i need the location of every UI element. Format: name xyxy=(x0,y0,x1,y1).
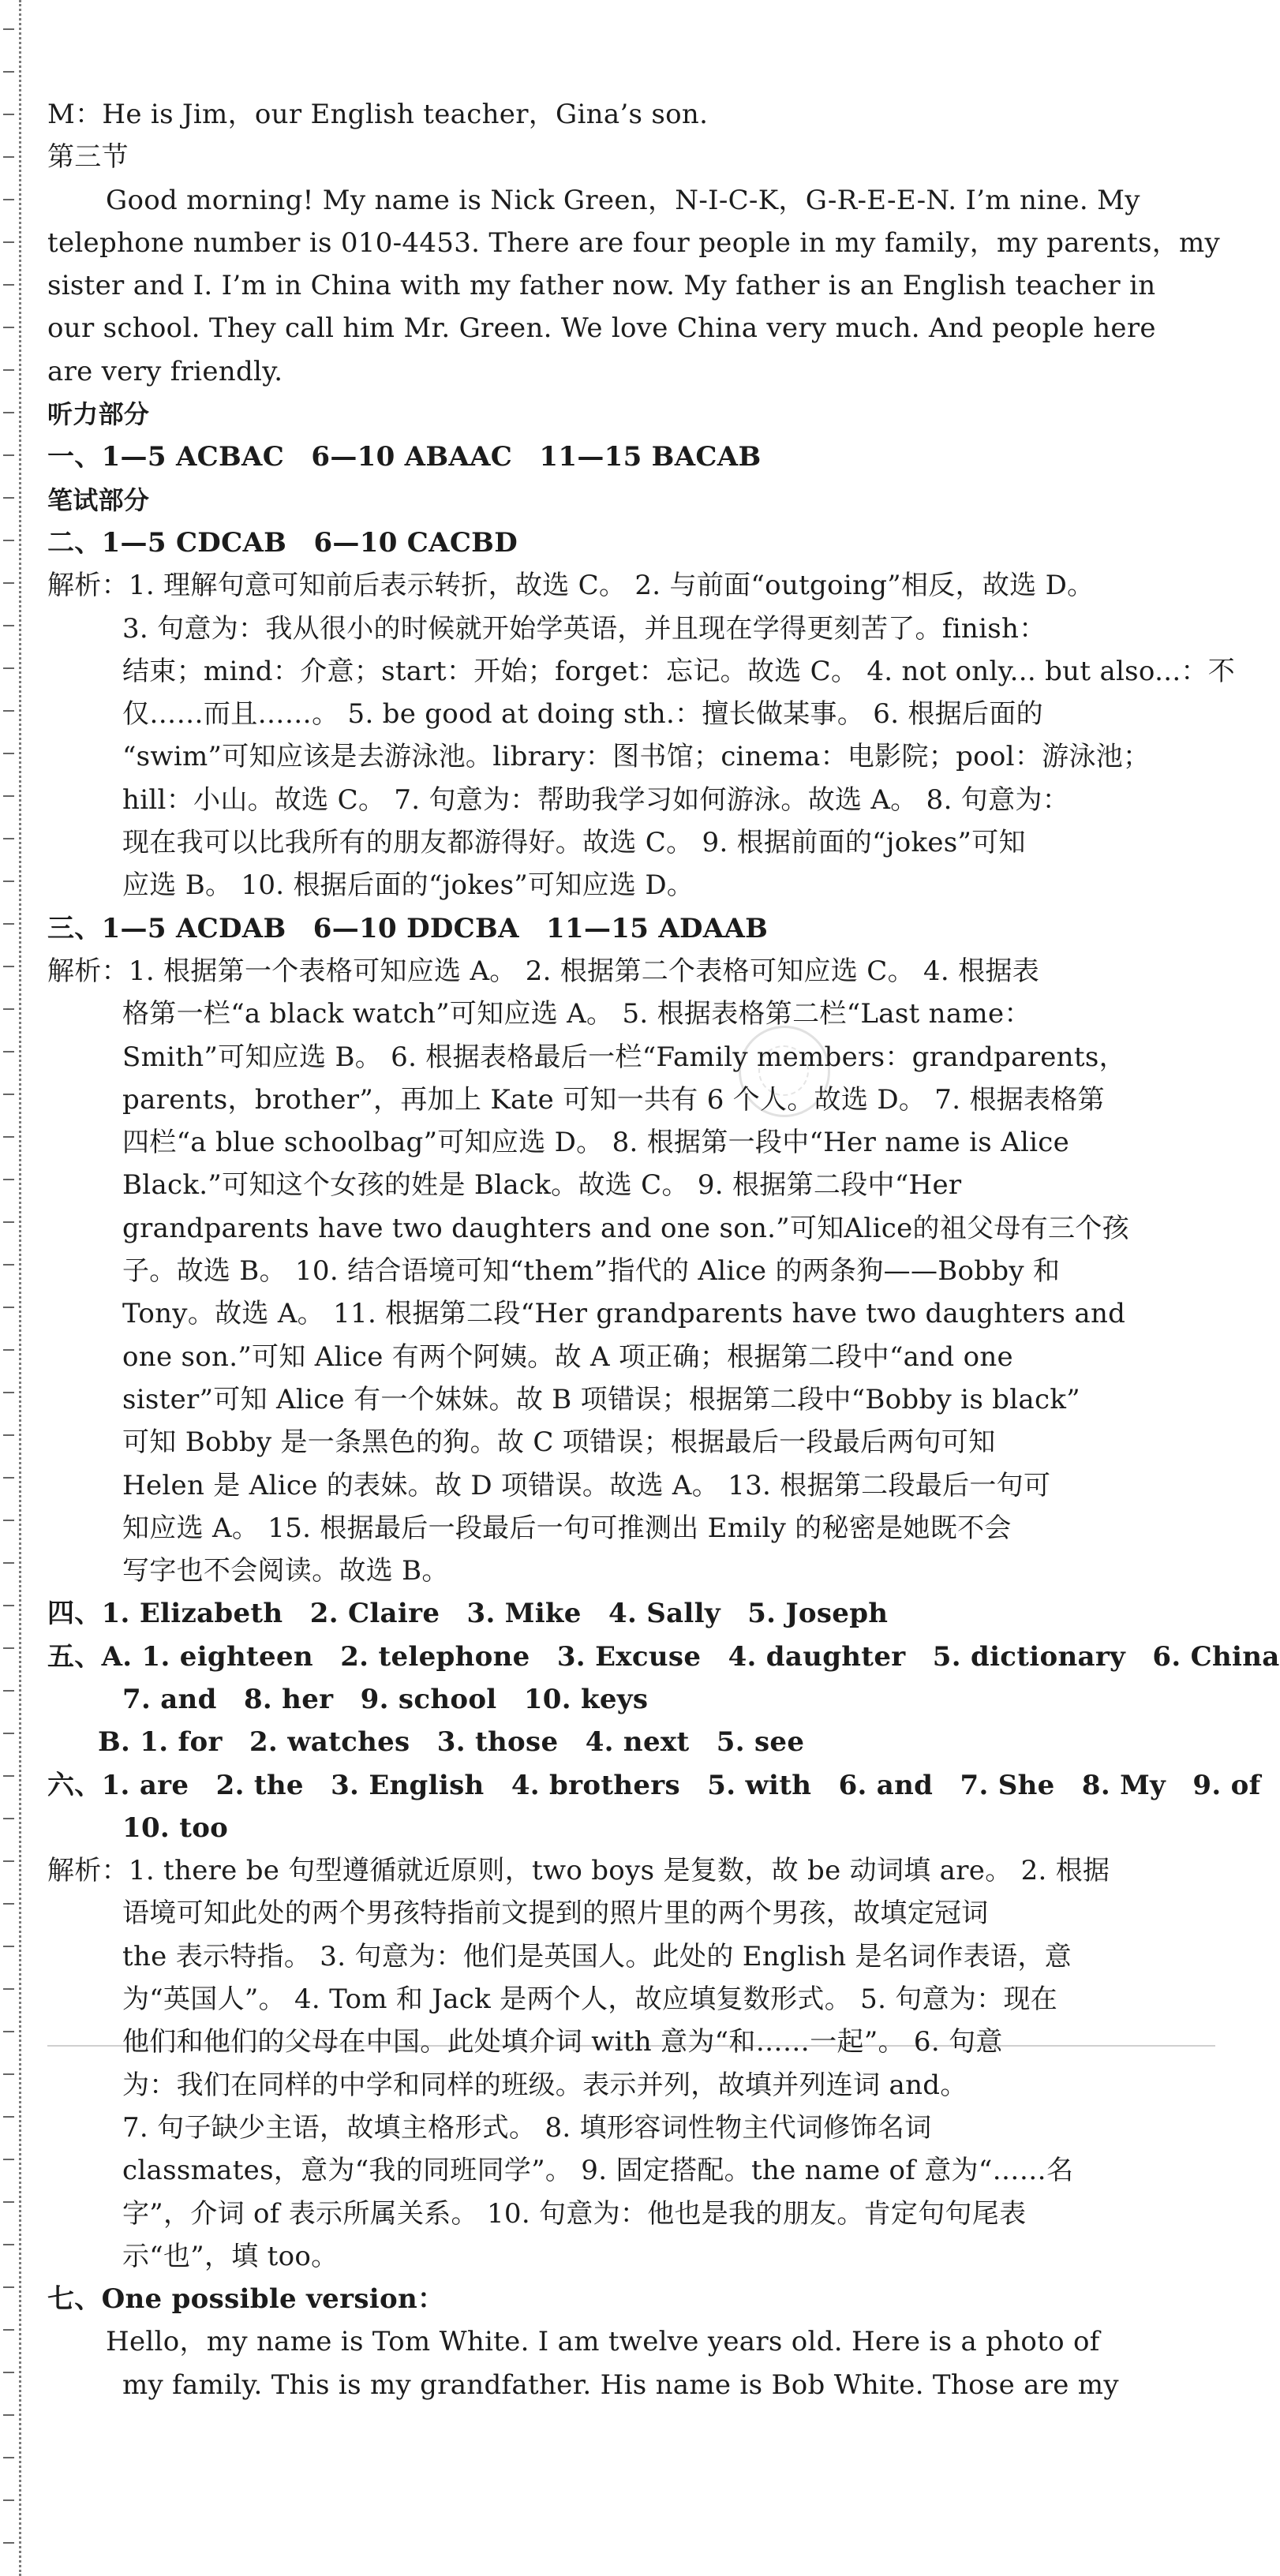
passage-line: Good morning! My name is Nick Green，N-I-C-K，G-R-E-E-N. I’m nine. My xyxy=(106,184,1140,216)
essay-line: my family. This is my grandfather. His name is Bob White. Those are my xyxy=(122,2368,1119,2401)
essay-line: Hello，my name is Tom White. I am twelve years old. Here is a photo of xyxy=(106,2326,1100,2358)
explanation-line: 四栏“a blue schoolbag”可知应选 D。 8. 根据第一段中“Her name is Alice xyxy=(122,1127,1070,1159)
explanation-line: parents，brother”，再加上 Kate 可知一共有 6 个人。故选 D。 7. 根据表格第 xyxy=(122,1083,1105,1116)
explanation-line: one son.”可知 Alice 有两个阿姨。故 A 项正确；根据第二段中“and one xyxy=(122,1340,1013,1373)
explanation-line: Black.”可知这个女孩的姓是 Black。故选 C。 9. 根据第二段中“Her xyxy=(122,1169,962,1202)
explanation-line: 应选 B。 10. 根据后面的“jokes”可知应选 D。 xyxy=(122,869,694,902)
answer-key-page xyxy=(47,93,1280,2406)
explanation-line: Smith”可知应选 B。 6. 根据表格最后一栏“Family members：grandparents， xyxy=(122,1041,1126,1073)
explanation-line: 解析：1. 理解句意可知前后表示转折，故选 C。 2. 与前面“outgoing”相反，故选 D。 xyxy=(47,570,1095,602)
explanation-line: 7. 句子缺少主语，故填主格形式。 8. 填形容词性物主代词修饰名词 xyxy=(122,2111,932,2144)
explanation-line: 语境可知此处的两个男孩特指前文提到的照片里的两个男孩，故填定冠词 xyxy=(122,1897,989,1930)
writing-heading: 七、One possible version： xyxy=(47,2283,445,2316)
explanation-line: 3. 句意为：我从很小的时候就开始学英语，并且现在学得更刻苦了。finish： xyxy=(122,612,1046,645)
explanation-line: Tony。故选 A。 11. 根据第二段“Her grandparents have two daughters and xyxy=(122,1298,1126,1330)
answer-row-1: 一、1—5 ACBAC 6—10 ABAAC 11—15 BACAB xyxy=(47,441,762,473)
explanation-line: sister”可知 Alice 有一个妹妹。故 B 项错误；根据第二段中“Bobby is black” xyxy=(122,1383,1080,1415)
explanation-line: 字”，介词 of 表示所属关系。 10. 句意为：他也是我的朋友。肯定句句尾表 xyxy=(122,2197,1027,2230)
explanation-line: 为：我们在同样的中学和同样的班级。表示并列，故填并列连词 and。 xyxy=(122,2069,967,2101)
explanation-line: 解析：1. there be 句型遵循就近原则，two boys 是复数，故 be 动词填 are。 2. 根据 xyxy=(47,1855,1110,1887)
explanation-line: 现在我可以比我所有的朋友都游得好。故选 C。 9. 根据前面的“jokes”可知 xyxy=(122,827,1026,859)
explanation-line: 他们和他们的父母在中国。此处填介词 with 意为“和……一起”。 6. 句意 xyxy=(122,2026,1003,2058)
section-heading: 第三节 xyxy=(47,141,129,174)
explanation-line: 知应选 A。 15. 根据最后一段最后一句可推测出 Emily 的秘密是她既不会 xyxy=(122,1512,1012,1544)
answer-row-5a: 五、A. 1. eighteen 2. telephone 3. Excuse 4. daughter 5. dictionary 6. China xyxy=(47,1640,1280,1673)
answer-row-6-cont: 10. too xyxy=(122,1811,229,1844)
explanation-line: hill：小山。故选 C。 7. 句意为：帮助我学习如何游泳。故选 A。 8. 句意为： xyxy=(122,783,1070,816)
passage-line: telephone number is 010-4453. There are four people in my family，my parents，my xyxy=(47,226,1221,259)
explanation-line: 为“英国人”。 4. Tom 和 Jack 是两个人，故应填复数形式。 5. 句意为：现在 xyxy=(122,1983,1058,2016)
answer-row-6: 六、1. are 2. the 3. English 4. brothers 5. with 6. and 7. She 8. My 9. of xyxy=(47,1769,1261,1801)
passage-line: are very friendly. xyxy=(47,355,283,387)
explanation-line: 示“也”，填 too。 xyxy=(122,2240,339,2272)
listening-heading: 听力部分 xyxy=(47,399,150,430)
passage-line: our school. They call him Mr. Green. We love China very much. And people here xyxy=(47,312,1156,345)
explanation-line: 仅……而且……。 5. be good at doing sth.：擅长做某事。 6. 根据后面的 xyxy=(122,698,1043,731)
answer-row-3: 三、1—5 ACDAB 6—10 DDCBA 11—15 ADAAB xyxy=(47,912,769,944)
answer-row-2: 二、1—5 CDCAB 6—10 CACBD xyxy=(47,526,518,559)
explanation-line: classmates，意为“我的同班同学”。 9. 固定搭配。the name of 意为“……名 xyxy=(122,2155,1074,2187)
binding-ticks xyxy=(3,0,17,2576)
explanation-line: Helen 是 Alice 的表妹。故 D 项错误。故选 A。 13. 根据第二段最后一句可 xyxy=(122,1469,1051,1501)
explanation-line: 格第一栏“a black watch”可知应选 A。 5. 根据表格第二栏“Last name： xyxy=(122,998,1031,1030)
written-heading: 笔试部分 xyxy=(47,484,150,515)
explanation-line: 可知 Bobby 是一条黑色的狗。故 C 项错误；根据最后一段最后两句可知 xyxy=(122,1426,996,1459)
answer-row-4: 四、1. Elizabeth 2. Claire 3. Mike 4. Sally 5. Joseph xyxy=(47,1598,889,1630)
answer-row-5b: B. 1. for 2. watches 3. those 4. next 5. see xyxy=(98,1726,805,1759)
explanation-line: 子。故选 B。 10. 结合语境可知“them”指代的 Alice 的两条狗——Bobby 和 xyxy=(122,1255,1061,1288)
explanation-line: 写字也不会阅读。故选 B。 xyxy=(122,1555,449,1587)
answer-row-5a-cont: 7. and 8. her 9. school 10. keys xyxy=(122,1683,649,1715)
explanation-line: “swim”可知应该是去游泳池。library：图书馆；cinema：电影院；pool：游泳池； xyxy=(122,741,1151,773)
dialogue-line: M：He is Jim，our English teacher，Gina’s son. xyxy=(47,99,709,130)
explanation-line: 结束；mind：介意；start：开始；forget：忘记。故选 C。 4. not only... but also...：不 xyxy=(122,655,1236,687)
explanation-line: grandparents have two daughters and one son.”可知Alice的祖父母有三个孩 xyxy=(122,1212,1129,1244)
explanation-line: the 表示特指。 3. 句意为：他们是英国人。此处的 English 是名词作表语，意 xyxy=(122,1940,1072,1972)
passage-line: sister and I. I’m in China with my father now. My father is an English teacher in xyxy=(47,270,1156,302)
explanation-line: 解析：1. 根据第一个表格可知应选 A。 2. 根据第二个表格可知应选 C。 4. 根据表 xyxy=(47,955,1040,987)
